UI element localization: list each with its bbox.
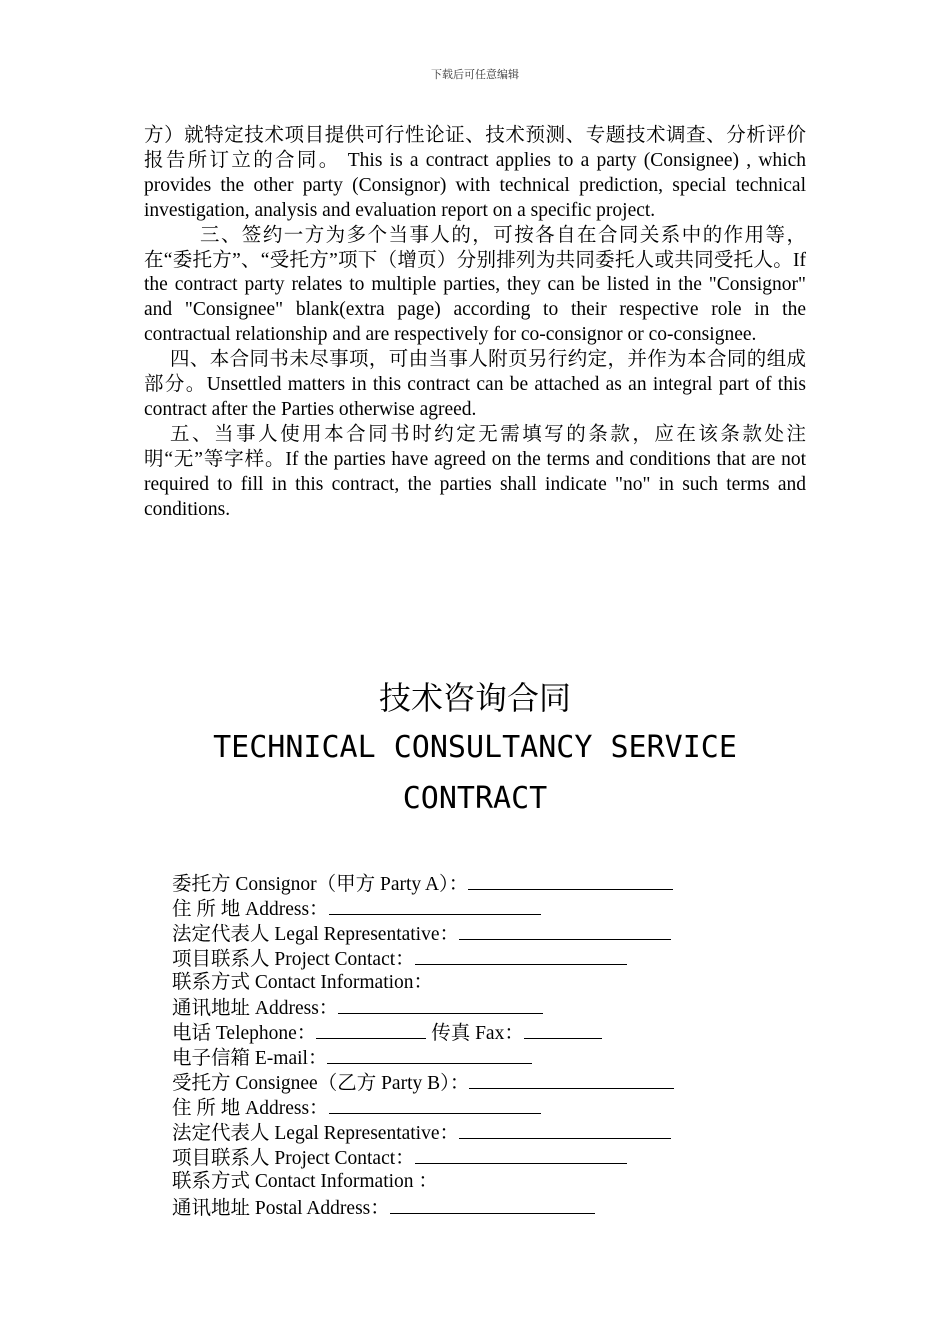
intro-text — [144, 124, 806, 523]
consignee-contact-info-label: 联系方式 Contact Information ： — [172, 1170, 438, 1192]
consignor-legal-rep-blank[interactable] — [459, 921, 671, 940]
consignee-project-contact-label: 项目联系人 Project Contact： — [172, 1147, 415, 1169]
party-info-form — [172, 871, 792, 1219]
consignor-project-contact-row — [172, 946, 792, 971]
consignor-mail-address-blank[interactable] — [338, 995, 543, 1014]
fax-blank[interactable] — [524, 1020, 602, 1039]
consignee-legal-rep-row — [172, 1120, 792, 1145]
telephone-label: 电话 Telephone： — [172, 1023, 317, 1045]
consignee-address-row — [172, 1095, 792, 1120]
consignor-legal-rep-label: 法定代表人 Legal Representative： — [172, 923, 460, 945]
consignee-row — [172, 1070, 792, 1095]
consignee-postal-address-label: 通讯地址 Postal Address： — [172, 1197, 390, 1219]
intro-paragraph-2: 方）就特定技术项目提供可行性论证、技术预测、专题技术调查、分析评价报告所订立的合同。 This is a contract applies to a party (Consignee) , which provides the other party (Consignor) with technical prediction, special technical investigation, analysis and evaluation report on a specific project. — [144, 125, 806, 221]
email-blank[interactable] — [327, 1045, 532, 1064]
consignee-address-blank[interactable] — [329, 1095, 541, 1114]
consignor-blank[interactable] — [468, 871, 673, 890]
consignor-legal-rep-row — [172, 921, 792, 946]
contract-title-en — [0, 722, 950, 824]
consignee-postal-address-blank[interactable] — [390, 1195, 595, 1214]
consignor-contact-info-row — [172, 971, 792, 996]
consignee-project-contact-row — [172, 1145, 792, 1170]
consignor-project-contact-blank[interactable] — [415, 946, 627, 965]
consignee-contact-info-row — [172, 1170, 792, 1195]
consignor-project-contact-label: 项目联系人 Project Contact： — [172, 948, 415, 970]
fax-label: 传真 Fax： — [426, 1023, 524, 1045]
contract-title-zh: 技术咨询合同 — [378, 679, 571, 717]
consignee-legal-rep-blank[interactable] — [459, 1120, 671, 1139]
consignor-address-blank[interactable] — [329, 896, 541, 915]
consignor-mail-address-label: 通讯地址 Address： — [172, 998, 339, 1020]
email-row — [172, 1045, 792, 1070]
telephone-fax-row — [172, 1020, 792, 1045]
email-label: 电子信箱 E-mail： — [172, 1048, 328, 1070]
consignee-legal-rep-label: 法定代表人 Legal Representative： — [172, 1122, 460, 1144]
page-header-note: 下载后可任意编辑 — [431, 68, 519, 81]
intro-paragraph-4: 四、本合同书未尽事项，可由当事人附页另行约定，并作为本合同的组成部分。Unsettled matters in this contract can be attached as an integral part of this contract after the Parties otherwise agreed. — [144, 349, 806, 420]
consignee-project-contact-blank[interactable] — [415, 1145, 627, 1164]
intro-paragraph-3: 三、签约一方为多个当事人的，可按各自在合同关系中的作用等，在“委托方”、“受托方”项下（增页）分别排列为共同委托人或共同受托人。If the contract party relates to multiple parties, they can be listed in the "Consignor" and "Consignee" blank(extra page) according to their respective role in the contractual relationship and are respectively for co-consignor or co-consignee. — [144, 224, 806, 346]
consignee-postal-address-row — [172, 1195, 792, 1220]
consignor-address-row — [172, 896, 792, 921]
consignor-label: 委托方 Consignor（甲方 Party A）： — [172, 874, 469, 895]
telephone-blank[interactable] — [316, 1020, 426, 1039]
consignee-address-label: 住 所 地 Address： — [172, 1098, 329, 1120]
consignor-address-label: 住 所 地 Address： — [172, 898, 329, 920]
consignee-label: 受托方 Consignee（乙方 Party B）： — [172, 1073, 470, 1095]
consignor-row — [172, 871, 792, 896]
intro-paragraph-5: 五、当事人使用本合同书时约定无需填写的条款，应在该条款处注明“无”等字样。If the parties have agreed on the terms and conditions that are not required to fill in this contract, the parties shall indicate "no" in such terms and conditions. — [144, 423, 806, 520]
consignor-mail-address-row — [172, 995, 792, 1020]
contract-title-en-line1: TECHNICAL CONSULTANCY SERVICE — [213, 730, 737, 765]
contract-title-en-line2: CONTRACT — [402, 781, 548, 816]
consignee-blank[interactable] — [469, 1070, 674, 1089]
consignor-contact-info-label: 联系方式 Contact Information： — [172, 971, 434, 993]
